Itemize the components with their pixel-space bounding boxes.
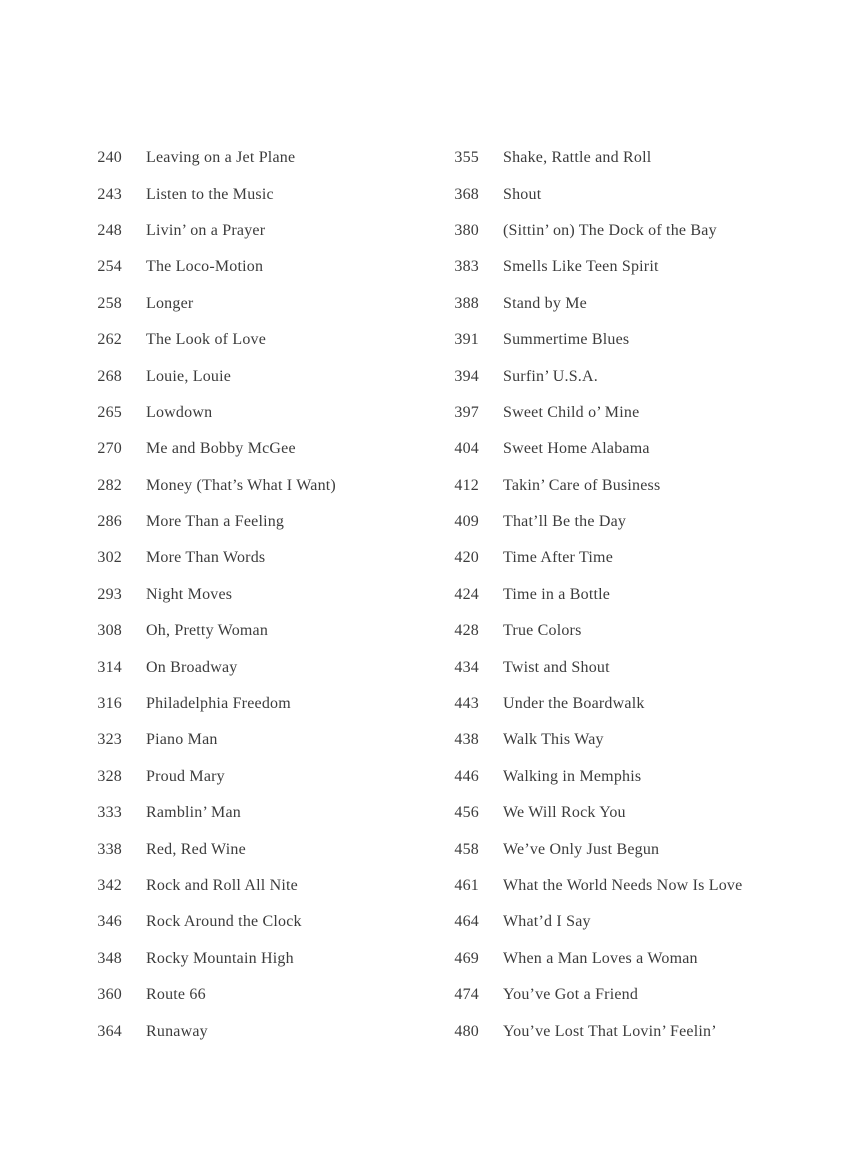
toc-entry (88, 431, 445, 467)
toc-entry (445, 686, 802, 722)
toc-entry (445, 358, 802, 394)
toc-entry (88, 613, 445, 649)
toc-column-right (445, 140, 802, 1050)
song-title: Shout (503, 185, 542, 203)
toc-entry (88, 176, 445, 212)
song-title: Sweet Child o’ Mine (503, 403, 640, 421)
song-title: Night Moves (146, 585, 233, 603)
page-number: 265 (97, 403, 122, 421)
song-title: Louie, Louie (146, 367, 232, 385)
song-title: More Than Words (146, 549, 266, 567)
page-number: 308 (97, 622, 122, 640)
toc-entry (445, 213, 802, 249)
page-number: 286 (97, 513, 122, 531)
page-number: 293 (97, 585, 122, 603)
song-title: Route 66 (146, 986, 206, 1004)
page-number: 243 (97, 185, 122, 203)
page-number: 469 (454, 949, 479, 967)
song-title: Longer (146, 294, 194, 312)
page-number: 282 (97, 476, 122, 494)
song-title: That’ll Be the Day (503, 513, 627, 531)
song-title: Sweet Home Alabama (503, 440, 650, 458)
song-title: Ramblin’ Man (146, 804, 241, 822)
toc-entry (445, 286, 802, 322)
song-title: Surfin’ U.S.A. (503, 367, 598, 385)
page-number: 461 (454, 877, 479, 894)
toc-entry (445, 577, 802, 613)
song-title: We Will Rock You (503, 804, 626, 822)
toc-entry (445, 759, 802, 795)
song-title: The Loco-Motion (146, 258, 264, 276)
song-title: You’ve Got a Friend (503, 986, 639, 1004)
page-number: 302 (97, 549, 122, 567)
song-title: Leaving on a Jet Plane (146, 149, 296, 167)
song-title: Piano Man (146, 731, 218, 749)
song-title: Rock and Roll All Nite (146, 877, 298, 894)
toc-entry (88, 649, 445, 685)
page-number: 404 (454, 440, 479, 458)
toc-entry (88, 941, 445, 977)
song-title: When a Man Loves a Woman (503, 949, 698, 967)
page-number: 248 (97, 221, 122, 239)
song-title: True Colors (503, 622, 582, 640)
table-of-contents (88, 140, 864, 1050)
toc-entry (445, 176, 802, 212)
page-number: 268 (97, 367, 122, 385)
page-number: 254 (97, 258, 122, 276)
toc-entry (88, 540, 445, 576)
song-title: Takin’ Care of Business (503, 476, 661, 494)
toc-entry (445, 322, 802, 358)
toc-entry (88, 213, 445, 249)
page-number: 323 (97, 731, 122, 749)
song-title: Time in a Bottle (503, 585, 611, 603)
toc-entry (445, 1013, 802, 1049)
song-title: Proud Mary (146, 767, 225, 785)
page-number: 428 (454, 622, 479, 640)
page-number: 458 (454, 840, 479, 858)
song-title: Smells Like Teen Spirit (503, 258, 659, 276)
song-title: Listen to the Music (146, 185, 274, 203)
song-title: Under the Boardwalk (503, 695, 645, 713)
song-title: Runaway (146, 1022, 208, 1040)
page-number: 438 (454, 731, 479, 749)
toc-entry (445, 868, 802, 904)
toc-entry (445, 395, 802, 431)
page-number: 424 (454, 585, 479, 603)
song-title: Stand by Me (503, 294, 587, 312)
toc-entry (88, 358, 445, 394)
song-title: Rock Around the Clock (146, 913, 302, 931)
toc-entry (445, 249, 802, 285)
toc-entry (445, 795, 802, 831)
toc-column-left (88, 140, 445, 1050)
song-title: Time After Time (503, 549, 613, 567)
song-title: The Look of Love (146, 331, 267, 349)
page-number: 380 (454, 221, 479, 239)
page-number: 240 (97, 149, 122, 167)
toc-entry (88, 1013, 445, 1049)
toc-entry (88, 831, 445, 867)
song-title: Rocky Mountain High (146, 949, 294, 967)
song-title: We’ve Only Just Begun (503, 840, 660, 858)
song-title: Money (That’s What I Want) (146, 476, 336, 494)
song-title: Summertime Blues (503, 331, 630, 349)
page-number: 270 (97, 440, 122, 458)
toc-entry (88, 577, 445, 613)
song-title: You’ve Lost That Lovin’ Feelin’ (503, 1022, 717, 1040)
song-title: Shake, Rattle and Roll (503, 149, 652, 167)
page-number: 409 (454, 513, 479, 531)
page-number: 364 (97, 1022, 122, 1040)
toc-entry (88, 286, 445, 322)
song-title: More Than a Feeling (146, 513, 285, 531)
page-number: 348 (97, 949, 122, 967)
toc-entry (445, 831, 802, 867)
song-title: (Sittin’ on) The Dock of the Bay (503, 221, 717, 239)
page-number: 434 (454, 658, 479, 676)
page-number: 397 (454, 403, 479, 421)
page-number: 314 (97, 658, 122, 676)
page-number: 258 (97, 294, 122, 312)
toc-entry (88, 759, 445, 795)
page-number: 412 (454, 476, 479, 494)
toc-entry (88, 468, 445, 504)
page-number: 464 (454, 913, 479, 931)
toc-entry (88, 904, 445, 940)
page-number: 420 (454, 549, 479, 567)
toc-entry (445, 904, 802, 940)
page-number: 342 (97, 877, 122, 894)
toc-entry (445, 977, 802, 1013)
song-title: Twist and Shout (503, 658, 610, 676)
page-number: 394 (454, 367, 479, 385)
page-number: 328 (97, 767, 122, 785)
toc-entry (445, 722, 802, 758)
page-number: 388 (454, 294, 479, 312)
song-title: What’d I Say (503, 913, 591, 931)
toc-entry (88, 140, 445, 176)
toc-entry (445, 504, 802, 540)
toc-entry (88, 868, 445, 904)
page-number: 355 (454, 149, 479, 167)
page-number: 368 (454, 185, 479, 203)
toc-entry (445, 431, 802, 467)
page-number: 446 (454, 767, 479, 785)
song-title: Livin’ on a Prayer (146, 221, 266, 239)
page-number: 456 (454, 804, 479, 822)
toc-entry (88, 322, 445, 358)
page-number: 360 (97, 986, 122, 1004)
song-title: On Broadway (146, 658, 238, 676)
song-title: Walk This Way (503, 731, 604, 749)
song-title: Oh, Pretty Woman (146, 622, 269, 640)
toc-entry (445, 941, 802, 977)
page-number: 262 (97, 331, 122, 349)
toc-entry (88, 795, 445, 831)
page-number: 316 (97, 695, 122, 713)
page-number: 346 (97, 913, 122, 931)
page-number: 443 (454, 695, 479, 713)
song-title: Me and Bobby McGee (146, 440, 296, 458)
page-number: 474 (454, 986, 479, 1004)
song-title: Red, Red Wine (146, 840, 246, 858)
song-title: What the World Needs Now Is Love (503, 877, 743, 894)
toc-entry (445, 140, 802, 176)
song-title: Lowdown (146, 403, 213, 421)
page-number: 338 (97, 840, 122, 858)
toc-entry (445, 613, 802, 649)
toc-entry (88, 722, 445, 758)
song-title: Philadelphia Freedom (146, 695, 291, 713)
toc-entry (88, 249, 445, 285)
page-number: 333 (97, 804, 122, 822)
page-number: 383 (454, 258, 479, 276)
toc-entry (445, 468, 802, 504)
toc-entry (88, 504, 445, 540)
toc-entry (88, 395, 445, 431)
toc-entry (445, 649, 802, 685)
toc-entry (88, 686, 445, 722)
song-title: Walking in Memphis (503, 767, 642, 785)
page-number: 480 (454, 1022, 479, 1040)
toc-entry (445, 540, 802, 576)
page-number: 391 (454, 331, 479, 349)
toc-entry (88, 977, 445, 1013)
